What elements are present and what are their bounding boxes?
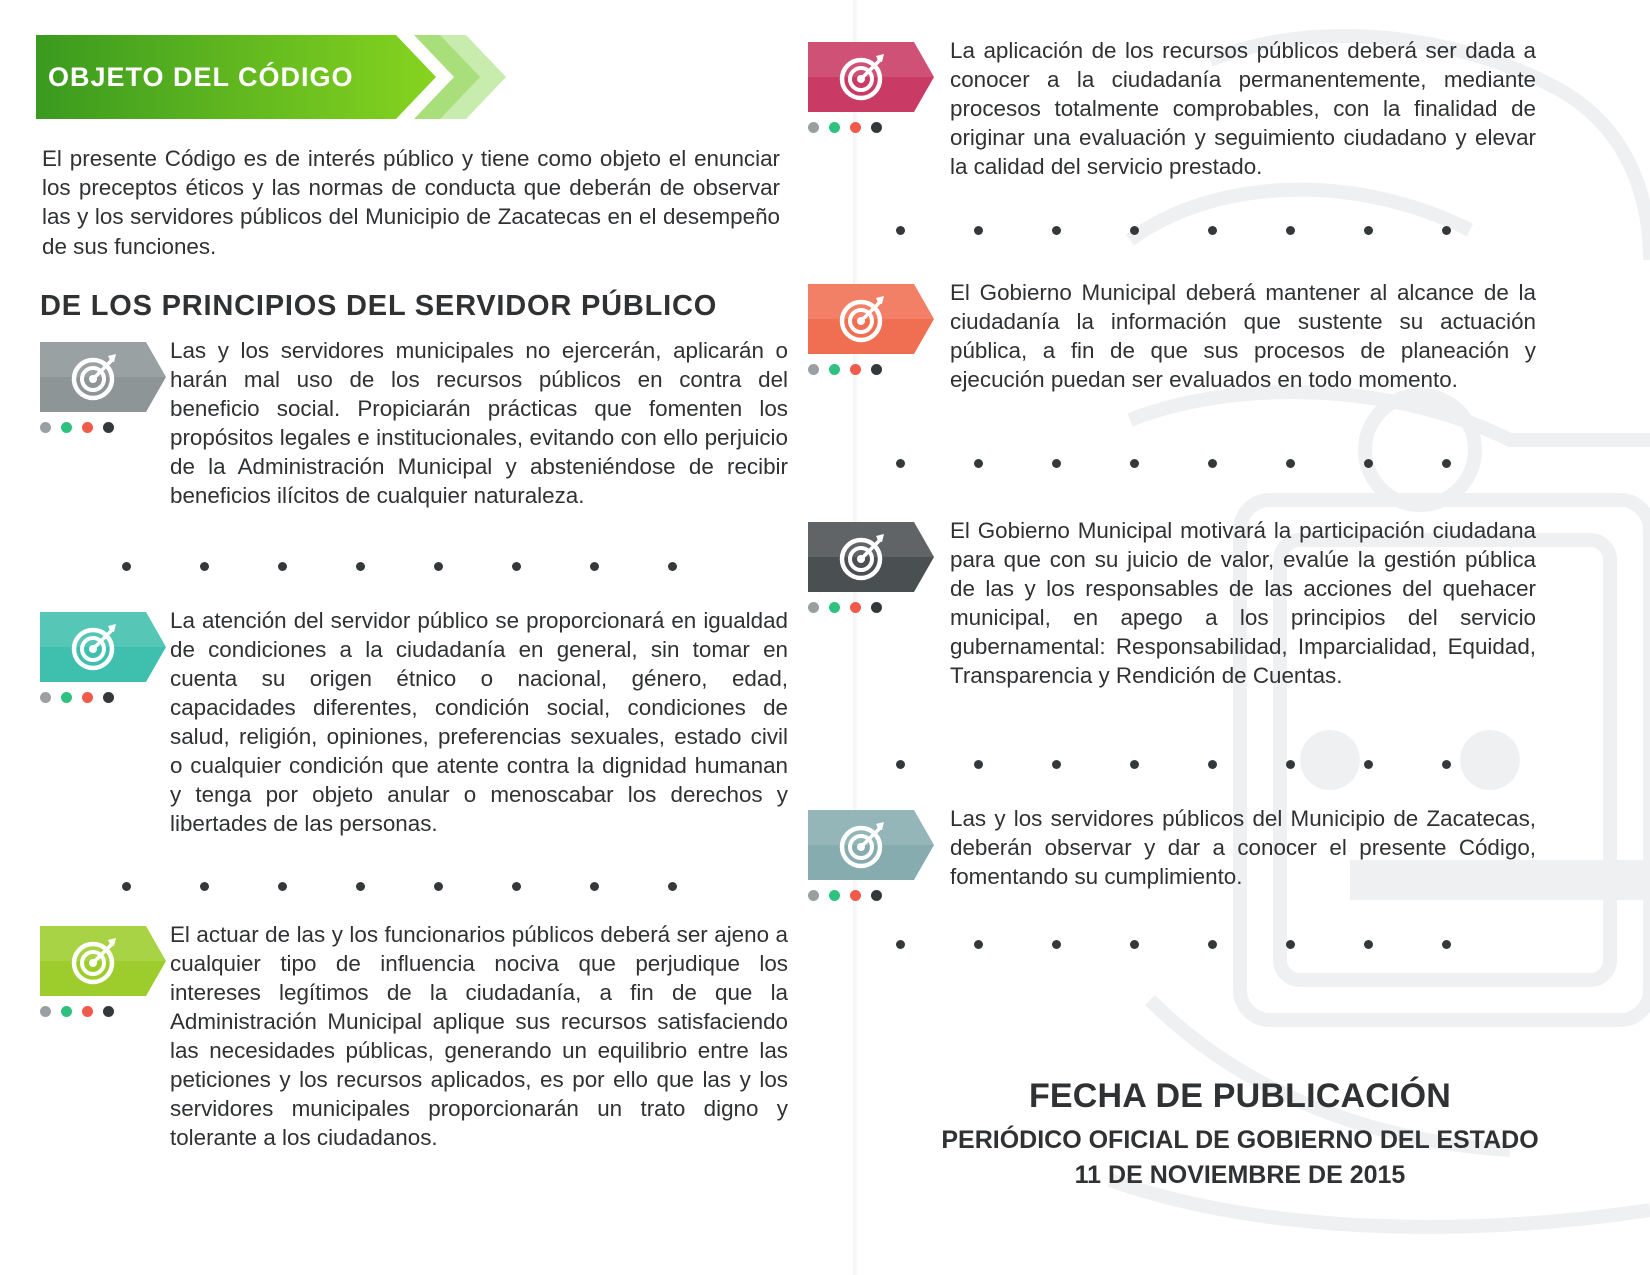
principle-tag [40, 926, 166, 996]
separator-dot [1364, 459, 1373, 468]
separator-dot [896, 940, 905, 949]
color-dot [61, 692, 72, 703]
principles-heading: DE LOS PRINCIPIOS DEL SERVIDOR PÚBLICO [40, 290, 718, 322]
target-arrow-icon [70, 936, 120, 986]
separator-dot [668, 882, 677, 891]
separator-dot [1286, 760, 1295, 769]
color-dot [850, 122, 861, 133]
target-arrow-icon [838, 820, 888, 870]
separator-dot [1286, 459, 1295, 468]
color-dot [40, 692, 51, 703]
separator-dot [1052, 459, 1061, 468]
principle-text: La atención del servidor público se proporcionará en igualdad de condiciones a la ciudadanía en general, sin tomar en cuenta su origen étnico o nacional, género, edad, capacidades diferentes, condición social, condiciones de salud, religión, opiniones, preferencias sexuales, estado civil o cualquier condición que atente contra la dignidad humanan y tenga por objeto anular o menoscabar los derechos y libertades de las personas. [170, 608, 788, 836]
separator-dot [668, 562, 677, 571]
separator-dot [356, 562, 365, 571]
separator-dot [1364, 940, 1373, 949]
publication-source: PERIÓDICO OFICIAL DE GOBIERNO DEL ESTADO [941, 1126, 1539, 1154]
principle-text: El Gobierno Municipal motivará la participación ciudadana para que con su juicio de valor, evalúe la gestión pública de las y los responsables de las acciones del quehacer municipal, en apego a los principios del servicio gubernamental: Responsabilidad, Imparcialidad, Equidad, Transparencia y Rendición de Cuentas. [950, 518, 1536, 688]
color-dots [808, 364, 888, 376]
section-title: OBJETO DEL CÓDIGO [48, 62, 354, 92]
principle-text: El Gobierno Municipal deberá mantener al alcance de la ciudadanía la información que sustente su actuación pública, a fin de que sus procesos de planeación y ejecución puedan ser evaluados en todo momento. [950, 280, 1536, 392]
separator-dot [1130, 940, 1139, 949]
color-dots [40, 692, 120, 704]
color-dot [829, 364, 840, 375]
color-dot [871, 602, 882, 613]
color-dot [82, 692, 93, 703]
publication-date: 11 DE NOVIEMBRE DE 2015 [1074, 1161, 1406, 1189]
separator-dot [1130, 226, 1139, 235]
principle-text: La aplicación de los recursos públicos deberá ser dada a conocer a la ciudadanía permanentemente, mediante procesos totalmente comprobables, con la finalidad de originar una evaluación y seguimiento ciudadano y elevar la calidad del servicio prestado. [950, 38, 1536, 179]
color-dot [103, 1006, 114, 1017]
separator-dot [1052, 940, 1061, 949]
target-arrow-icon [838, 294, 888, 344]
color-dot [61, 1006, 72, 1017]
principle-text: El actuar de las y los funcionarios públicos deberá ser ajeno a cualquier tipo de influencia nociva que perjudique los intereses legítimos de la ciudadanía, a fin de que la Administración Municipal aplique sus recursos satisfaciendo las necesidades públicas, generando un equilibrio entre las peticiones y los recursos aplicados, es por ello que las y los servidores municipales proporcionarán un trato digno y tolerante a los ciudadanos. [170, 922, 788, 1150]
separator-dot [1364, 760, 1373, 769]
separator-dot [974, 459, 983, 468]
color-dot [850, 602, 861, 613]
separator-dot [122, 562, 131, 571]
principle-text: Las y los servidores municipales no ejercerán, aplicarán o harán mal uso de los recursos públicos en contra del beneficio social. Propiciarán prácticas que fomenten los propósitos legales e institucionales, evitando con ello perjuicio de la Administración Municipal y absteniéndose de recibir beneficios ilícitos de cualquier naturaleza. [170, 338, 788, 508]
principle-tag [808, 810, 934, 880]
color-dot [871, 364, 882, 375]
separator-dot [512, 882, 521, 891]
separator-dot [1130, 760, 1139, 769]
section-banner [36, 35, 506, 119]
separator-dot [1286, 940, 1295, 949]
color-dot [40, 422, 51, 433]
color-dot [829, 602, 840, 613]
separator-dot [200, 882, 209, 891]
target-arrow-icon [70, 622, 120, 672]
separator-dot [122, 882, 131, 891]
separator-dot [1052, 760, 1061, 769]
color-dot [871, 122, 882, 133]
color-dots [808, 602, 888, 614]
separator-dot [1208, 226, 1217, 235]
principle-tag [808, 284, 934, 354]
separator-dot [974, 760, 983, 769]
separator-dot [1442, 940, 1451, 949]
principle-tag [808, 42, 934, 112]
intro-paragraph: El presente Código es de interés público y tiene como objeto el enunciar los preceptos éticos y las normas de conducta que deberán de observar las y los servidores públicos del Municipio de Zacatecas en el desempeño de sus funciones. [42, 146, 780, 259]
color-dots [40, 422, 120, 434]
separator-dot [896, 226, 905, 235]
principle-tag [40, 612, 166, 682]
color-dots [808, 890, 888, 902]
separator-dot [1052, 226, 1061, 235]
page-fold [853, 0, 859, 1275]
separator-dot [974, 940, 983, 949]
separator-dot [278, 562, 287, 571]
target-arrow-icon [838, 52, 888, 102]
color-dot [829, 122, 840, 133]
color-dot [829, 890, 840, 901]
principle-text: Las y los servidores públicos del Municipio de Zacatecas, deberán observar y dar a conocer el presente Código, fomentando su cumplimiento. [950, 806, 1536, 889]
separator-dot [1208, 940, 1217, 949]
separator-dot [1442, 226, 1451, 235]
publication-title: FECHA DE PUBLICACIÓN [1028, 1077, 1452, 1115]
separator-dot [1364, 226, 1373, 235]
target-arrow-icon [838, 532, 888, 582]
principle-tag [808, 522, 934, 592]
principle-tag [40, 342, 166, 412]
color-dot [103, 692, 114, 703]
separator-dot [434, 562, 443, 571]
separator-dot [590, 562, 599, 571]
separator-dot [200, 562, 209, 571]
color-dot [850, 890, 861, 901]
separator-dot [434, 882, 443, 891]
separator-dot [896, 760, 905, 769]
color-dot [61, 422, 72, 433]
separator-dot [1130, 459, 1139, 468]
separator-dot [1208, 459, 1217, 468]
color-dot [850, 364, 861, 375]
separator-dot [896, 459, 905, 468]
color-dot [40, 1006, 51, 1017]
separator-dot [1442, 459, 1451, 468]
separator-dot [278, 882, 287, 891]
color-dots [808, 122, 888, 134]
color-dot [808, 602, 819, 613]
color-dot [103, 422, 114, 433]
separator-dot [1286, 226, 1295, 235]
color-dot [82, 422, 93, 433]
separator-dot [1442, 760, 1451, 769]
publication-info [880, 1077, 1600, 1190]
color-dot [808, 364, 819, 375]
separator-dot [356, 882, 365, 891]
color-dot [808, 122, 819, 133]
separator-dot [512, 562, 521, 571]
separator-dot [590, 882, 599, 891]
color-dots [40, 1006, 120, 1018]
color-dot [808, 890, 819, 901]
color-dot [871, 890, 882, 901]
separator-dot [974, 226, 983, 235]
target-arrow-icon [70, 352, 120, 402]
color-dot [82, 1006, 93, 1017]
separator-dot [1208, 760, 1217, 769]
